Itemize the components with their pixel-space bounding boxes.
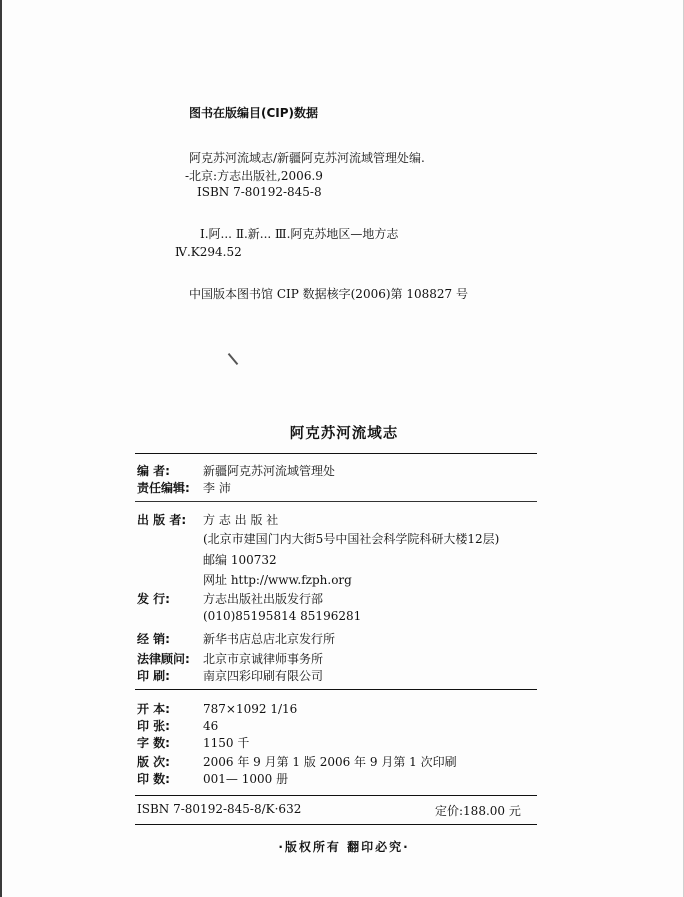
cip-line-classification: Ⅳ.K294.52 bbox=[175, 245, 242, 259]
spec-row-word-count bbox=[137, 734, 249, 751]
spec-label: 开 本: bbox=[137, 702, 170, 716]
imprint-row-printer bbox=[137, 667, 323, 684]
credit-row-responsible-editor bbox=[137, 479, 231, 496]
spec-value: 46 bbox=[203, 719, 219, 733]
book-title: 阿克苏河流域志 bbox=[289, 426, 399, 442]
spec-row-sheets bbox=[137, 717, 218, 734]
distribution-label: 发 行: bbox=[137, 592, 170, 606]
divider bbox=[135, 689, 537, 690]
imprint-label: 法律顾问: bbox=[137, 652, 190, 666]
spec-label: 印 张: bbox=[137, 719, 170, 733]
publisher-address: (北京市建国门内大街5号中国社会科学院科研大楼12层) bbox=[203, 532, 500, 546]
divider bbox=[135, 795, 537, 796]
publisher-name: 方 志 出 版 社 bbox=[203, 513, 279, 527]
credit-value: 李 沛 bbox=[203, 481, 231, 495]
imprint-label: 印 刷: bbox=[137, 669, 170, 683]
cip-line-subjects: Ⅰ.阿... Ⅱ.新... Ⅲ.阿克苏地区—地方志 bbox=[200, 227, 399, 241]
imprint-value: 南京四彩印刷有限公司 bbox=[203, 669, 324, 683]
cip-heading: 图书在版编目(CIP)数据 bbox=[189, 106, 319, 120]
publisher-label: 出 版 者: bbox=[137, 513, 187, 527]
price: 定价:188.00 元 bbox=[435, 804, 521, 818]
divider bbox=[135, 824, 537, 825]
imprint-label: 经 销: bbox=[137, 632, 170, 646]
spec-label: 版 次: bbox=[137, 755, 170, 769]
imprint-row-legal bbox=[137, 650, 323, 667]
imprint-row-seller bbox=[137, 630, 335, 647]
credit-row-editor bbox=[137, 462, 335, 479]
distribution-phone: (010)85195814 85196281 bbox=[203, 609, 362, 623]
spec-value: 001— 1000 册 bbox=[203, 772, 289, 786]
spec-row-format bbox=[137, 700, 297, 717]
divider bbox=[135, 501, 537, 502]
spec-value: 2006 年 9 月第 1 版 2006 年 9 月第 1 次印刷 bbox=[203, 755, 457, 769]
publisher-postcode: 邮编 100732 bbox=[203, 553, 277, 567]
spec-label: 字 数: bbox=[137, 736, 170, 750]
credit-label: 编 者: bbox=[137, 464, 170, 478]
cip-line-record-number: 中国版本图书馆 CIP 数据核字(2006)第 108827 号 bbox=[189, 287, 468, 301]
spec-value: 1150 千 bbox=[203, 736, 250, 750]
imprint-value: 新华书店总店北京发行所 bbox=[203, 632, 336, 646]
publisher-website: 网址 http://www.fzph.org bbox=[203, 573, 352, 587]
spec-label: 印 数: bbox=[137, 772, 170, 786]
copyright-notice: ·版权所有 翻印必究· bbox=[278, 840, 410, 854]
credit-value: 新疆阿克苏河流域管理处 bbox=[203, 464, 336, 478]
distribution-row bbox=[137, 590, 323, 607]
cip-line-isbn: ISBN 7-80192-845-8 bbox=[197, 185, 322, 199]
spec-value: 787×1092 1/16 bbox=[203, 702, 298, 716]
cip-line-publisher: -北京:方志出版社,2006.9 bbox=[185, 169, 323, 183]
isbn-number: ISBN 7-80192-845-8/K·632 bbox=[137, 802, 302, 816]
imprint-value: 北京市京诚律师事务所 bbox=[203, 652, 324, 666]
credit-label: 责任编辑: bbox=[137, 481, 190, 495]
cip-line-title: 阿克苏河流域志/新疆阿克苏河流域管理处编. bbox=[189, 151, 425, 165]
scan-mark bbox=[228, 353, 239, 365]
distribution-value: 方志出版社出版发行部 bbox=[203, 592, 324, 606]
spec-row-print-run bbox=[137, 770, 288, 787]
spec-row-edition bbox=[137, 753, 457, 770]
publisher-row bbox=[137, 511, 278, 528]
divider bbox=[135, 453, 537, 454]
